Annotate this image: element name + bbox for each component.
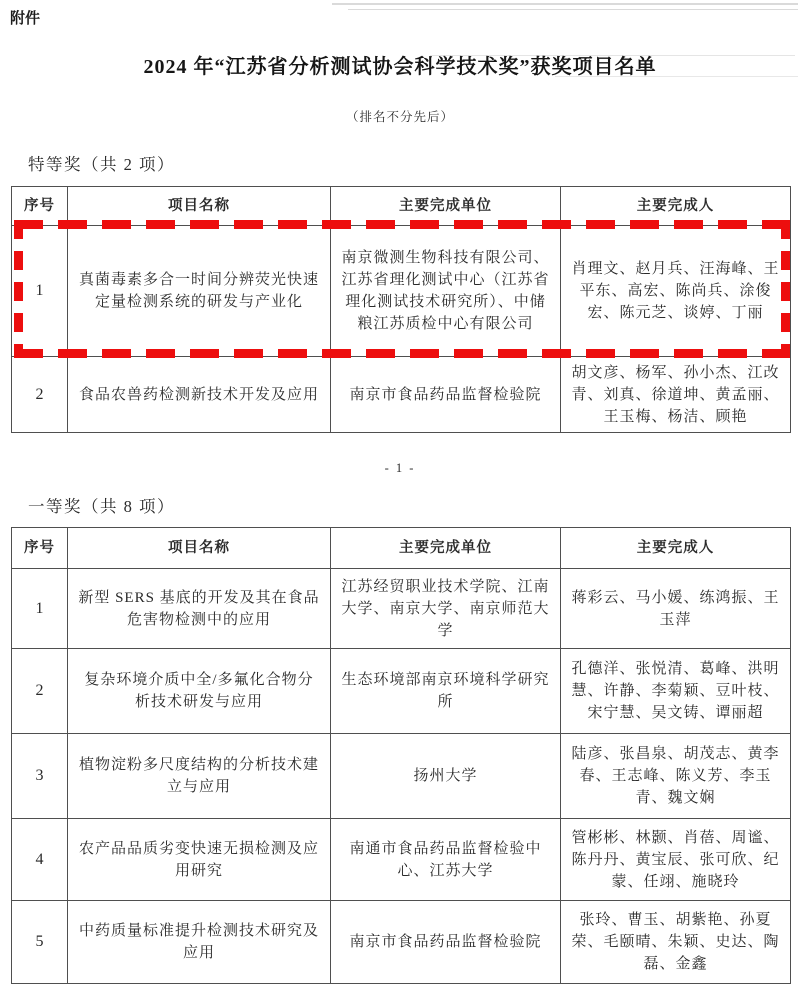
cell-people: 孔德洋、张悦清、葛峰、洪明慧、许静、李菊颖、豆叶枝、宋宁慧、吴文铸、谭丽超 — [561, 649, 791, 734]
cell-units: 扬州大学 — [331, 734, 561, 819]
cell-no: 2 — [12, 649, 68, 734]
table-row — [12, 819, 791, 901]
cell-units: 江苏经贸职业技术学院、江南大学、南京大学、南京师范大学 — [331, 569, 561, 649]
cell-units: 南通市食品药品监督检验中心、江苏大学 — [331, 819, 561, 901]
page-title: 2024 年“江苏省分析测试协会科学技术奖”获奖项目名单 — [143, 56, 657, 78]
cell-people: 肖理文、赵月兵、汪海峰、王平东、高宏、陈尚兵、涂俊宏、陈元芝、谈婷、丁丽 — [561, 226, 791, 357]
table-row — [12, 901, 791, 984]
column-header-no: 序号 — [12, 528, 68, 569]
cell-people: 管彬彬、林颢、肖蓓、周谧、陈丹丹、黄宝辰、张可欣、纪蒙、任翊、施晓玲 — [561, 819, 791, 901]
cell-project: 植物淀粉多尺度结构的分析技术建立与应用 — [68, 734, 331, 819]
column-header-people: 主要完成人 — [561, 528, 791, 569]
scan-artifact — [332, 3, 798, 5]
column-header-project: 项目名称 — [68, 187, 331, 226]
cell-people: 张玲、曹玉、胡紫艳、孙夏荣、毛颐晴、朱颖、史达、陶磊、金鑫 — [561, 901, 791, 984]
cell-no: 5 — [12, 901, 68, 984]
table-row — [12, 734, 791, 819]
cell-project: 新型 SERS 基底的开发及其在食品危害物检测中的应用 — [68, 569, 331, 649]
cell-units: 南京市食品药品监督检验院 — [331, 901, 561, 984]
page-number: - 1 - — [384, 461, 416, 475]
column-header-no: 序号 — [12, 187, 68, 226]
cell-no: 1 — [12, 226, 68, 357]
scan-artifact — [348, 9, 798, 10]
cell-units: 南京市食品药品监督检验院 — [331, 357, 561, 433]
cell-no: 1 — [12, 569, 68, 649]
cell-units: 南京微测生物科技有限公司、江苏省理化测试中心（江苏省理化测试技术研究所）、中储粮江苏质检中心有限公司 — [331, 226, 561, 357]
column-header-units: 主要完成单位 — [331, 187, 561, 226]
cell-people: 陆彦、张昌泉、胡茂志、黄李春、王志峰、陈义芳、李玉青、魏文娴 — [561, 734, 791, 819]
attachment-label: 附件 — [10, 10, 41, 27]
cell-project: 复杂环境介质中全/多氟化合物分析技术研发与应用 — [68, 649, 331, 734]
cell-project: 农产品品质劣变快速无损检测及应用研究 — [68, 819, 331, 901]
cell-project: 食品农兽药检测新技术开发及应用 — [68, 357, 331, 433]
cell-no: 4 — [12, 819, 68, 901]
cell-project: 中药质量标准提升检测技术研究及应用 — [68, 901, 331, 984]
table-row — [12, 357, 791, 433]
cell-people: 胡文彦、杨军、孙小杰、江改青、刘真、徐道坤、黄孟丽、王玉梅、杨洁、顾艳 — [561, 357, 791, 433]
first-award-table — [11, 527, 791, 984]
cell-project: 真菌毒素多合一时间分辨荧光快速定量检测系统的研发与产业化 — [68, 226, 331, 357]
cell-no: 2 — [12, 357, 68, 433]
column-header-project: 项目名称 — [68, 528, 331, 569]
table-header-row — [12, 187, 791, 226]
column-header-units: 主要完成单位 — [331, 528, 561, 569]
table-row — [12, 649, 791, 734]
table-row — [12, 569, 791, 649]
cell-no: 3 — [12, 734, 68, 819]
special-award-table — [11, 186, 791, 433]
cell-people: 蒋彩云、马小媛、练鸿振、王玉萍 — [561, 569, 791, 649]
cell-units: 生态环境部南京环境科学研究所 — [331, 649, 561, 734]
column-header-people: 主要完成人 — [561, 187, 791, 226]
table-row — [12, 226, 791, 357]
section-title-first-award: 一等奖（共 8 项） — [28, 497, 175, 516]
page-subtitle: （排名不分先后） — [345, 110, 454, 124]
table-header-row — [12, 528, 791, 569]
section-title-special-award: 特等奖（共 2 项） — [28, 155, 175, 174]
